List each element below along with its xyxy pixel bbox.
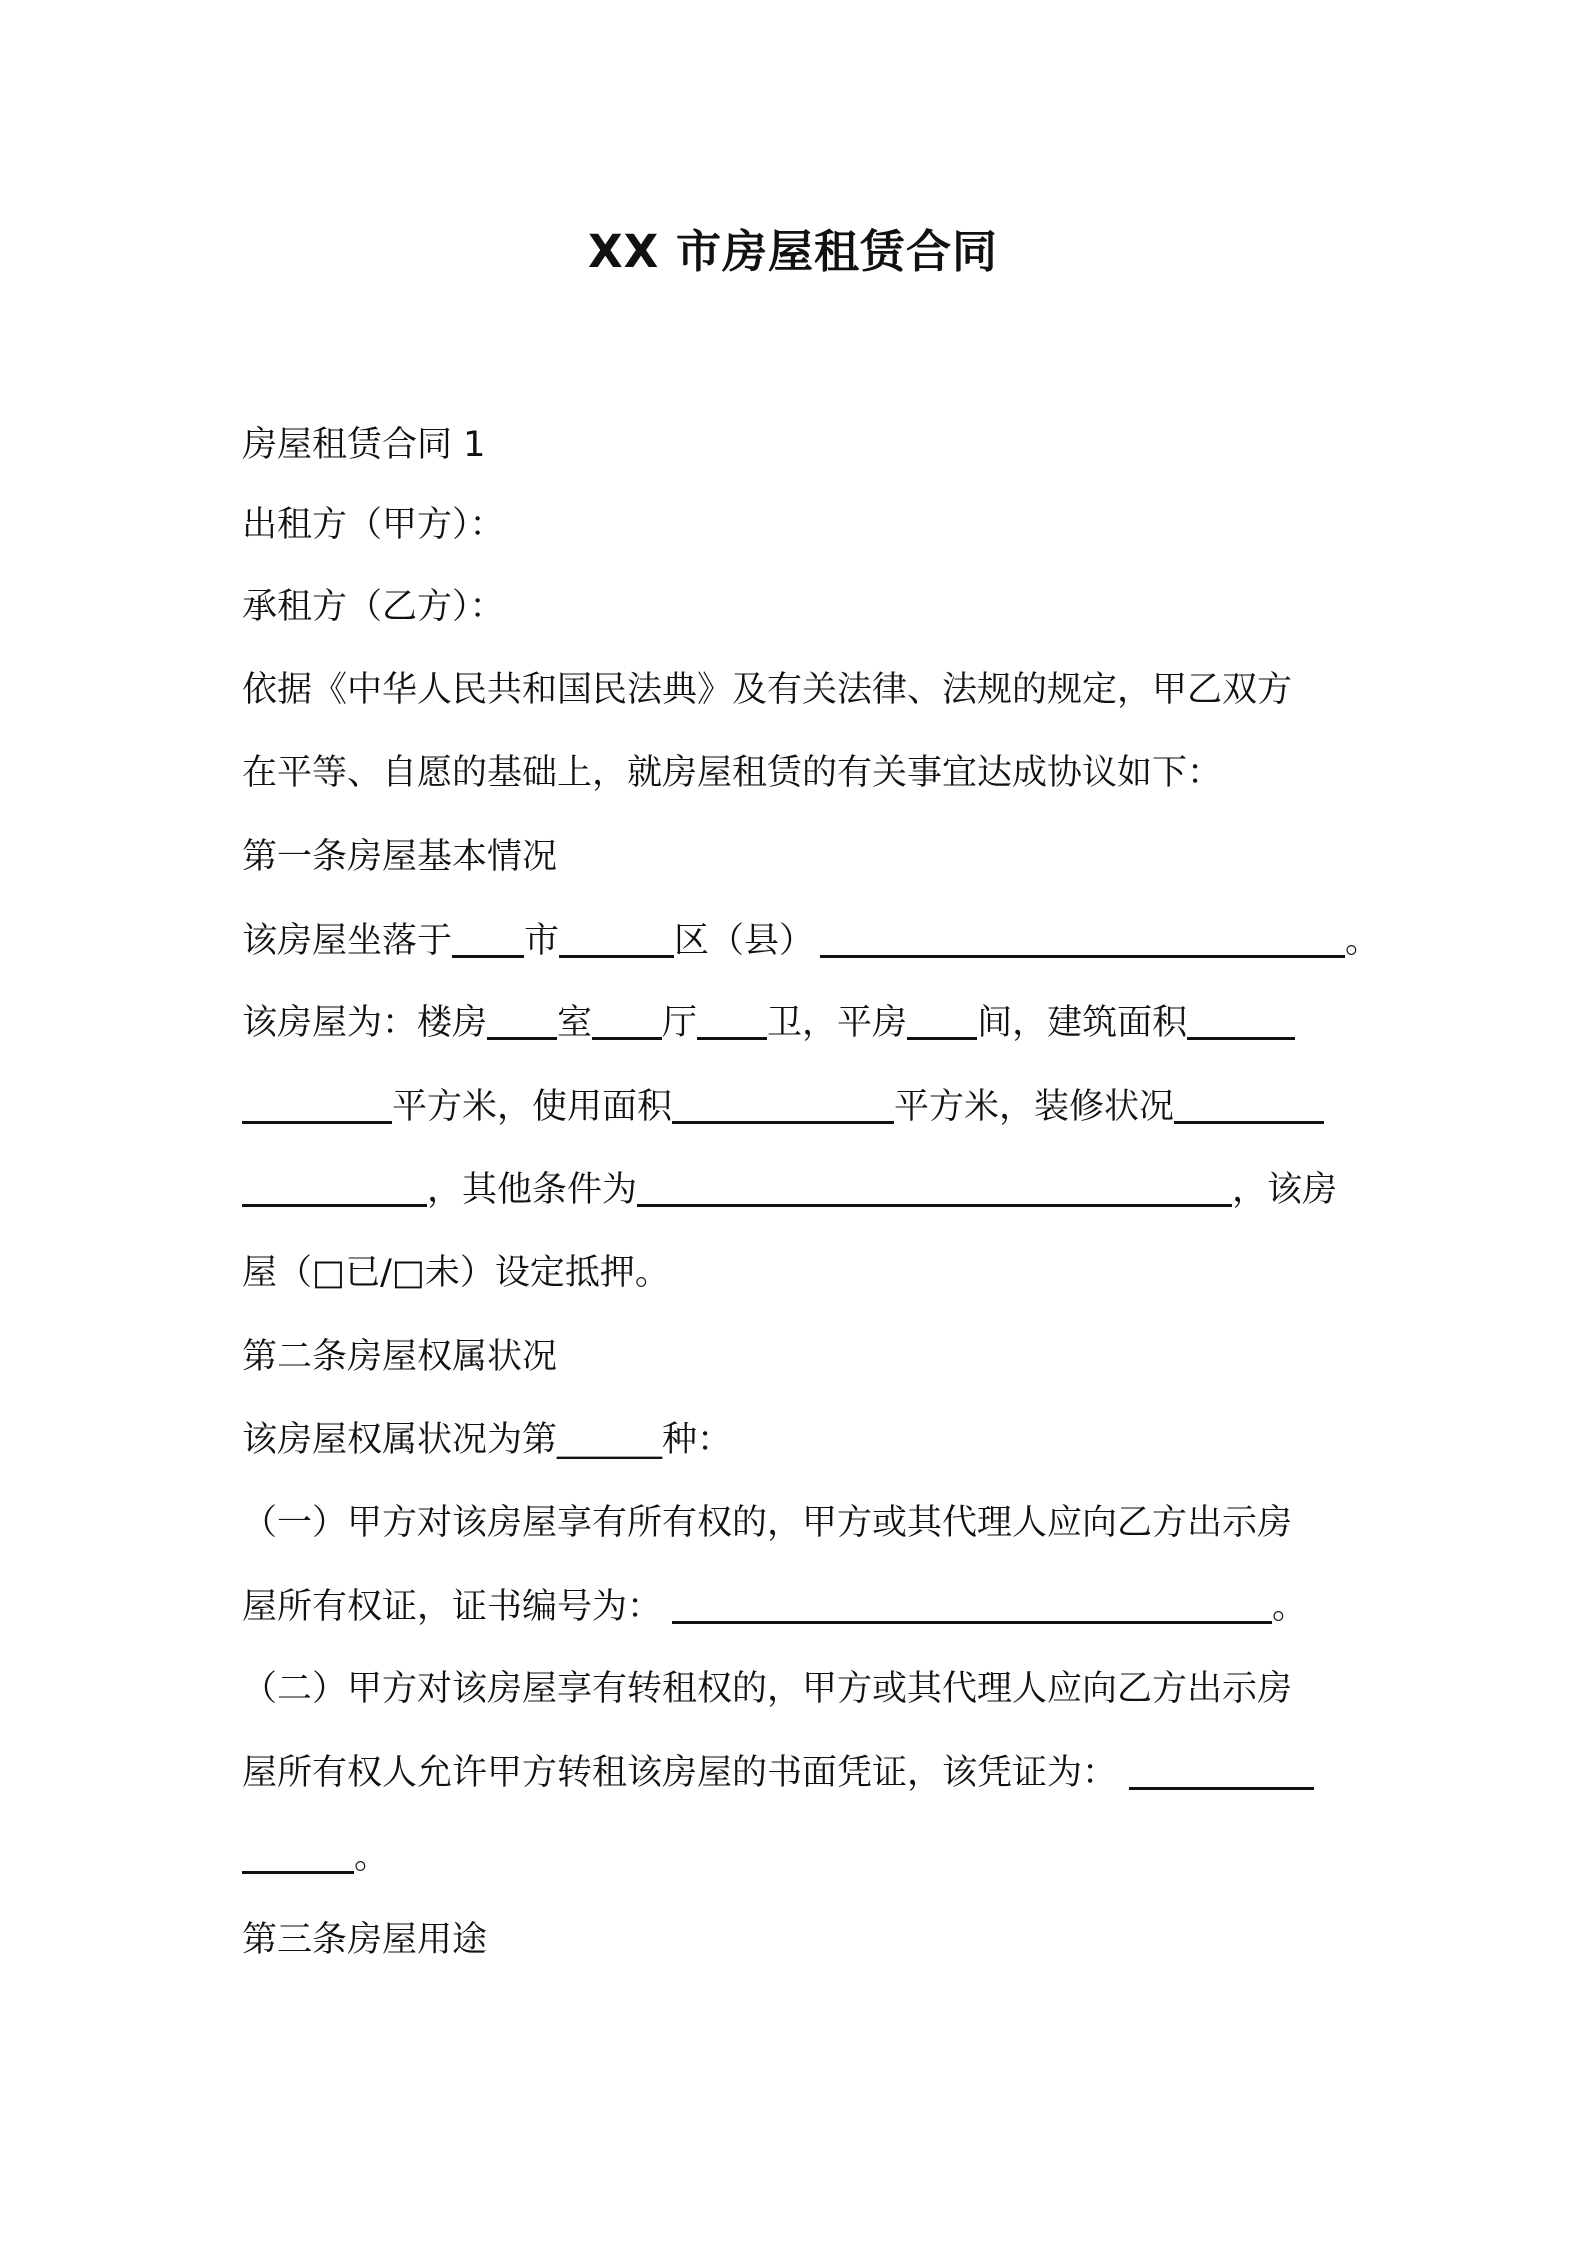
sublease-end: 。 <box>354 1837 390 1877</box>
article-1-other-line <box>242 1165 1357 1215</box>
building-area-blank-end[interactable] <box>242 1087 392 1124</box>
certificate-text: 屋所有权证，证书编号为： <box>242 1587 663 1627</box>
location-end: 。 <box>1345 921 1381 961</box>
building-area-blank-start[interactable] <box>1187 1003 1295 1040</box>
rooms-text-5: 间，建筑面积 <box>977 1003 1188 1043</box>
bedroom-blank[interactable] <box>487 1003 557 1040</box>
district-blank[interactable] <box>559 921 674 958</box>
type-text-2: 种： <box>662 1420 733 1460</box>
article-2-item-2-line-1: （二）甲方对该房屋享有转租权的，甲方或其代理人应向乙方出示房 <box>242 1669 1293 1709</box>
document-title: XX 市房屋租赁合同 <box>587 225 999 278</box>
address-blank[interactable] <box>820 921 1345 958</box>
lessee-label: 承租方（乙方）： <box>242 587 505 627</box>
area-text-1: 平方米，使用面积 <box>392 1087 673 1127</box>
area-text-2: 平方米，装修状况 <box>894 1087 1175 1127</box>
rooms-text-4: 卫，平房 <box>767 1003 908 1043</box>
rooms-text-3: 厅 <box>662 1003 698 1043</box>
preamble-line-2: 在平等、自愿的基础上，就房屋租赁的有关事宜达成协议如下： <box>242 753 1223 793</box>
lessor-label: 出租方（甲方）： <box>242 505 505 545</box>
article-2-item-2-line-3 <box>242 1832 1357 1882</box>
other-conditions-blank[interactable] <box>637 1170 1232 1207</box>
location-text-1: 该房屋坐落于 <box>242 921 453 961</box>
article-1-heading: 第一条房屋基本情况 <box>242 837 558 877</box>
bungalow-rooms-blank[interactable] <box>907 1003 977 1040</box>
rooms-text-2: 室 <box>557 1003 593 1043</box>
location-text-3: 区（县） <box>674 921 815 961</box>
article-1-area-line <box>242 1082 1357 1132</box>
article-1-rooms-line <box>242 998 1357 1048</box>
other-text-2: ，该房 <box>1232 1170 1338 1210</box>
location-text-2: 市 <box>524 921 560 961</box>
preamble-line-1: 依据《中华人民共和国民法典》及有关法律、法规的规定，甲乙双方 <box>242 670 1293 710</box>
type-text-1: 该房屋权属状况为第 <box>242 1420 558 1460</box>
other-text-1: ，其他条件为 <box>427 1170 638 1210</box>
article-1-location-line <box>242 916 1381 966</box>
article-2-item-2-line-2 <box>242 1748 1357 1798</box>
decoration-blank-start[interactable] <box>1174 1087 1324 1124</box>
article-3-heading: 第三条房屋用途 <box>242 1920 488 1960</box>
article-2-heading: 第二条房屋权属状况 <box>242 1337 558 1377</box>
type-blank[interactable]: ______ <box>557 1420 663 1460</box>
bathroom-blank[interactable] <box>697 1003 767 1040</box>
article-2-item-1-line-2 <box>242 1582 1357 1632</box>
certificate-number-blank[interactable] <box>672 1587 1272 1624</box>
mortgage-line: 屋（□已/□未）设定抵押。 <box>242 1253 670 1293</box>
city-blank[interactable] <box>452 921 524 958</box>
livingroom-blank[interactable] <box>592 1003 662 1040</box>
article-2-type-line <box>242 1415 1357 1465</box>
sublease-proof-blank-end[interactable] <box>242 1837 354 1874</box>
sublease-proof-blank-start[interactable] <box>1129 1753 1314 1790</box>
usable-area-blank[interactable] <box>672 1087 894 1124</box>
rooms-text-1: 该房屋为：楼房 <box>242 1003 488 1043</box>
contract-subtitle: 房屋租赁合同 1 <box>242 425 486 465</box>
sublease-text: 屋所有权人允许甲方转租该房屋的书面凭证，该凭证为： <box>242 1753 1118 1793</box>
certificate-end: 。 <box>1272 1587 1308 1627</box>
article-2-item-1-line-1: （一）甲方对该房屋享有所有权的，甲方或其代理人应向乙方出示房 <box>242 1503 1293 1543</box>
decoration-blank-end[interactable] <box>242 1170 427 1207</box>
